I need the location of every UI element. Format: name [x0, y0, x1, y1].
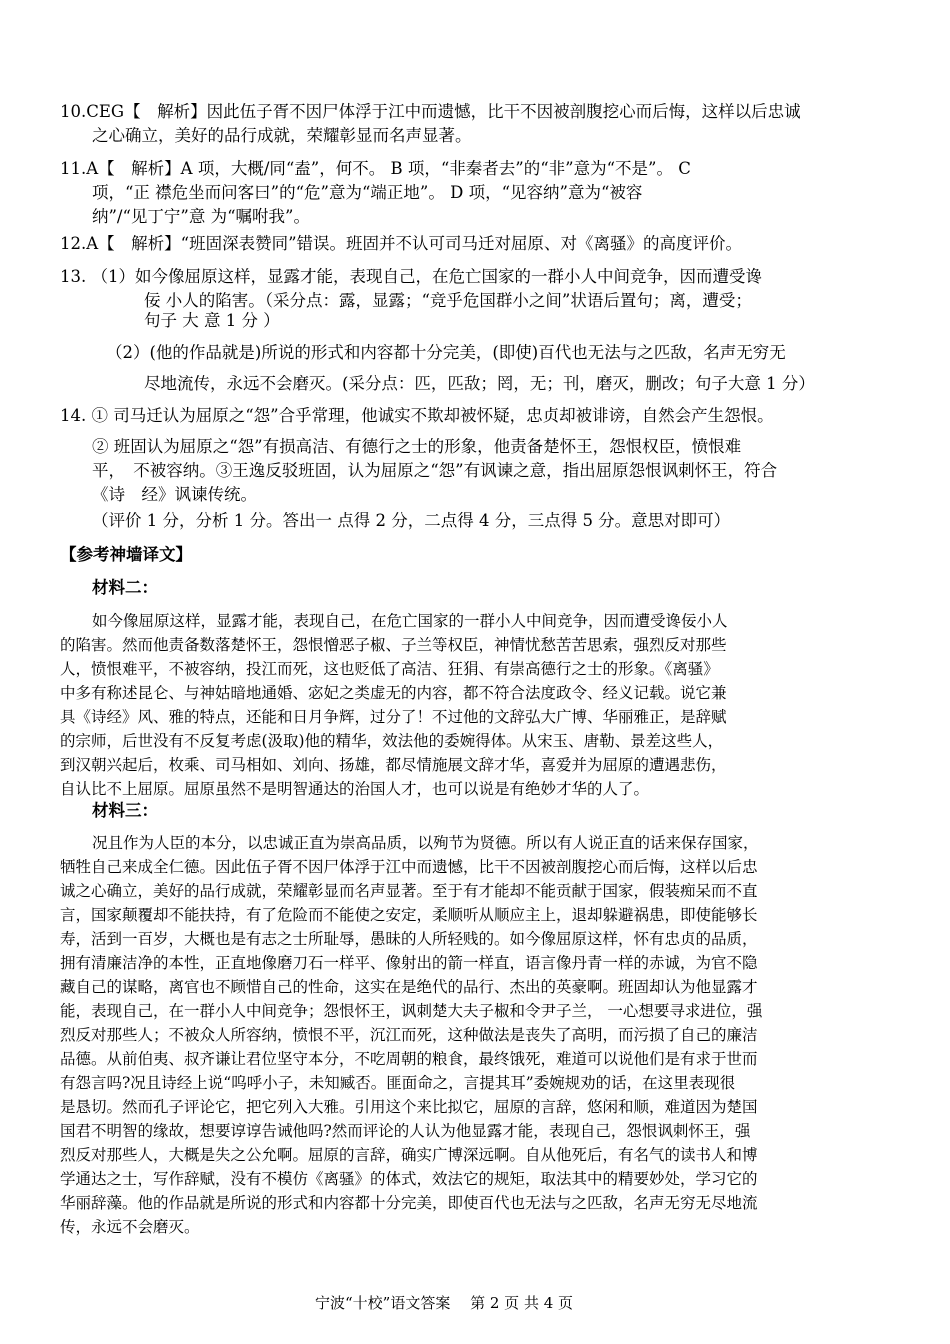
material-3-line: 学通达之士，写作辞赋，没有不模仿《离骚》的体式，效法它的规矩，取法其中的精要妙处，学习它的: [60, 1170, 758, 1188]
material-3-title: 材料三：: [92, 801, 158, 820]
answer-13-part-1-line-1: 13. （1）如今像屈原这样，显露才能，表现自己，在危亡国家的一群小人中间竞争，因而遭受谗: [60, 267, 762, 286]
material-3-line: 藏自己的谋略，离官也不顾惜自己的性命，这实在是绝代的品行、杰出的英豪啊。班固却认为他显露才: [60, 978, 758, 996]
answer-10-line-1: 10.CEG【 解析】因此伍子胥不因尸体浮于江中而遗憾，比干不因被剖腹挖心而后悔，这样以后忠诚: [60, 102, 801, 121]
material-3-line: 牺牲自己来成全仁德。因此伍子胥不因尸体浮于江中而遗憾，比干不因被剖腹挖心而后悔，这样以后忠: [60, 858, 758, 876]
material-3-line: 拥有清廉洁净的本性，正直地像磨刀石一样平、像射出的箭一样直，语言像丹青一样的赤诚，为官不隐: [60, 954, 758, 972]
answer-13-part-2-line-2: 尽地流传，永远不会磨灭。(采分点：匹，匹敌；罔，无；刊，磨灭，删改；句子大意 1 分）: [144, 374, 815, 393]
material-2-line: 人，愤恨难平，不被容纳，投江而死，这也贬低了高洁、狂狷、有崇高德行之士的形象。《离骚》: [60, 660, 719, 678]
material-3-line: 有怨言吗?况且诗经上说“呜呼小子，未知臧否。匪面命之，言提其耳”委婉规劝的话，在这里表现很: [60, 1074, 736, 1092]
material-3-line: 寿，活到一百岁，大概也是有志之士所耻辱，愚昧的人所轻贱的。如今像屈原这样，怀有忠贞的品质，: [60, 930, 758, 948]
material-3-line: 烈反对那些人，大概是失之公允啊。屈原的言辞，确实广博深远啊。自从他死后，有名气的读书人和博: [60, 1146, 758, 1164]
answer-14-scoring-note: （评价 1 分，分析 1 分。答出一 点得 2 分，二点得 4 分，三点得 5 分。意思对即可）: [92, 511, 731, 530]
material-2-line: 具《诗经》风、雅的特点，还能和日月争辉，过分了！不过他的文辞弘大广博、华丽雅正，是辞赋: [60, 708, 727, 726]
answer-14-line-4: 《诗 经》讽谏传统。: [92, 485, 257, 504]
translation-heading: 【参考神墙译文】: [60, 545, 192, 564]
answer-14-line-3: 平， 不被容纳。③王逸反驳班固，认为屈原之“怨”有讽谏之意，指出屈原怨恨讽刺怀王，符合: [92, 461, 778, 480]
material-2-line: 自认比不上屈原。屈原虽然不是明智通达的治国人才，也可以说是有绝妙才华的人了。: [60, 780, 650, 798]
material-3-line: 品德。从前伯夷、叔齐谦让君位坚守本分，不吃周朝的粮食，最终饿死，难道可以说他们是有求于世而: [60, 1050, 758, 1068]
material-2-line: 到汉朝兴起后，枚乘、司马相如、刘向、扬雄，都尽情施展文辞才华，喜爱并为屈原的遭遇悲伤，: [60, 756, 727, 774]
material-2-line: 的陷害。然而他责备数落楚怀王，怨恨憎恶子椒、子兰等权臣，神情忧愁苦苦思索，强烈反对那些: [60, 636, 727, 654]
material-3-line: 烈反对那些人；不被众人所容纳，愤恨不平，沉江而死，这种做法是丧失了高明，而污损了自己的廉洁: [60, 1026, 758, 1044]
answer-11-line-2: 项，“正 襟危坐而问客曰”的“危”意为“端正地”。 D 项，“见容纳”意为“被容: [92, 183, 643, 202]
material-2-line: 中多有称述昆仑、与神姑暗地通婚、宓妃之类虚无的内容，都不符合法度政令、经义记载。说它兼: [60, 684, 727, 702]
answer-12-line-1: 12.A【 解析】“班固深表赞同”错误。班固并不认可司马迁对屈原、对《离骚》的高度评价。: [60, 234, 743, 253]
material-3-line: 能，表现自己，在一群小人中间竞争；怨恨怀王，讽刺楚大夫子椒和令尹子兰， 一心想要寻求进位，强: [60, 1002, 763, 1020]
material-3-line: 传，永远不会磨灭。: [60, 1218, 200, 1236]
answer-13-part-2-line-1: （2）(他的作品就是)所说的形式和内容都十分完美，(即使)百代也无法与之匹敌，名声无穷无: [106, 343, 786, 362]
answer-13-part-1-line-3: 句子 大 意 1 分 ）: [144, 311, 280, 330]
material-3-line: 是恳切。然而孔子评论它，把它列入大雅。引用这个来比拟它，屈原的言辞，悠闲和顺，难道因为楚国: [60, 1098, 758, 1116]
material-2-line: 如今像屈原这样，显露才能，表现自己，在危亡国家的一群小人中间竞争，因而遭受谗佞小人: [92, 612, 728, 630]
answer-13-part-1-line-2: 佞 小人的陷害。（采分点：露，显露；“竞乎危国群小之间”状语后置句；离，遭受；: [144, 291, 752, 310]
page-footer: 宁波“十校”语文答案 第 2 页 共 4 页: [315, 1294, 574, 1312]
material-3-line: 诚之心确立，美好的品行成就，荣耀彰显而名声显著。至于有才能却不能贡献于国家，假装痴呆而不直: [60, 882, 758, 900]
material-3-line: 言，国家颠覆却不能扶持，有了危险而不能使之安定，柔顺听从顺应主上，退却躲避祸患，即使能够长: [60, 906, 758, 924]
material-2-line: 的宗师，后世没有不反复考虑(汲取)他的精华，效法他的委婉得体。从宋玉、唐勒、景差这些人，: [60, 732, 724, 750]
answer-11-line-1: 11.A【 解析】A 项，大概/同“盍”，何不。 B 项，“非秦者去”的“非”意为“不是”。 C: [60, 159, 691, 178]
material-3-line: 况且作为人臣的本分，以忠诚正直为崇高品质，以殉节为贤德。所以有人说正直的话来保存国家，: [92, 834, 759, 852]
answer-11-line-3: 纳”/“见丁宁”意 为“嘱咐我”。: [92, 207, 310, 226]
answer-14-line-2: ② 班固认为屈原之“怨”有损高洁、有德行之士的形象，他责备楚怀王，怨恨权臣，愤恨难: [92, 437, 742, 456]
answer-10-line-2: 之心确立，美好的品行成就，荣耀彰显而名声显著。: [92, 126, 472, 145]
material-2-title: 材料二：: [92, 578, 158, 597]
material-3-line: 国君不明智的缘故，想要谆谆告诫他吗?然而评论的人认为他显露才能，表现自己，怨恨讽刺怀王，强: [60, 1122, 751, 1140]
answer-14-line-1: 14. ① 司马迁认为屈原之“怨”合乎常理，他诚实不欺却被怀疑，忠贞却被诽谤，自然会产生怨恨。: [60, 406, 774, 425]
material-3-line: 华丽辞藻。他的作品就是所说的形式和内容都十分完美，即使百代也无法与之匹敌，名声无穷无尽地流: [60, 1194, 758, 1212]
